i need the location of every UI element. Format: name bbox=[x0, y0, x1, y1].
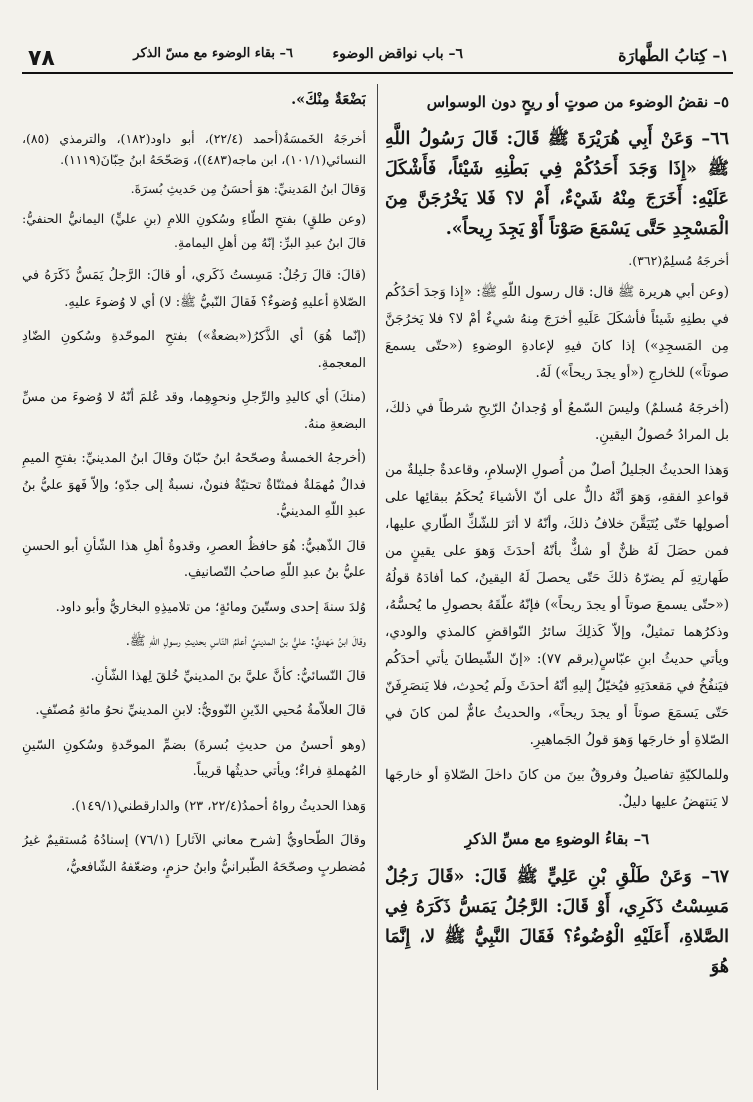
header-rule bbox=[22, 72, 733, 74]
commentary-paragraph: وُلدَ سنةَ إحدى وستّينَ ومائةٍ؛ من تلاميذِهِ البخاريُّ وأبو داود. bbox=[55, 599, 366, 615]
section-heading: ٦– بقاءُ الوضوءِ مع مسِّ الذكرِ bbox=[464, 830, 650, 848]
source-note: وَقالَ ابنُ المَدينيِّ: هوَ أحسَنُ مِن حَديثِ بُسرَةَ. bbox=[130, 181, 366, 196]
column-divider bbox=[377, 84, 378, 1090]
commentary-paragraph: (إنّما هُوَ) أي الذَّكرُ(«بضعةٌ») بفتحِ الموحّدةِ وسُكونِ الضّادِ المعجمةِ. bbox=[22, 329, 366, 371]
commentary-paragraph: (وعن طلقٍ) بفتحِ الطّاءِ وسُكونِ اللامِ (بنِ عليٍّ) اليمانيُّ الحنفيُّ: قالَ ابنُ عبدِ البرِّ: إنّهُ مِن أهلِ اليمامةِ. bbox=[22, 211, 366, 250]
commentary-paragraph: وللمالكيّةِ تفاصيلُ وفروقٌ بينَ من كانَ داخلَ الصّلاةِ أو خارجَها لا يَنتهضُ عليها دليلٌ. bbox=[385, 767, 729, 810]
right-column bbox=[385, 86, 729, 1092]
source-note: أخرجَهُ مُسلِمٌ(٣٦٢). bbox=[628, 253, 729, 268]
book-title: ١– كِتابُ الطَّهارَة bbox=[618, 46, 729, 65]
chapter-title: ٦– باب نواقض الوضوء bbox=[332, 46, 463, 62]
commentary-paragraph: (أخرجَهُ مُسلمٌ) وليسَ السّمعُ أو وُجدانُ الرّيحِ شرطاً في ذلكَ، بل المرادُ حُصولُ اليقينِ. bbox=[385, 400, 729, 443]
hadith-text: ٦٦– وَعَنْ أَبِي هُرَيْرَةَ ﷺ قَالَ: قَالَ رَسُولُ اللَّهِ ﷺ «إِذَا وَجَدَ أَحَدُكُمْ فِي بَطْنِهِ شَيْئاً، فَأَشْكَلَ عَلَيْهِ: أَخَرَجَ مِنْهُ شَيْءٌ، أَمْ لا؟ فَلا يَخْرُجَنَّ مِنَ الْمَسْجِدِ حَتَّى يَسْمَعَ صَوْتاً أَوْ يَجِدَ رِيحاً». bbox=[385, 129, 729, 239]
commentary-paragraph: وَهذا الحديثُ رواهُ أحمدُ(٢٢/٤، ٢٣) والدارقطني(١٤٩/١). bbox=[71, 798, 366, 814]
section-heading: ٥– نقضُ الوضوء من صوتٍ أو ريحٍ دون الوسواس bbox=[426, 93, 729, 111]
commentary-paragraph: قالَ العلاّمةُ مُحيي الدّينِ النّوويُّ: لابنِ المدينيِّ نحوُ مائةِ مُصنّفٍ. bbox=[35, 703, 366, 718]
commentary-paragraph: (وعن أبي هريرة ﷺ قال: قال رسول اللّهِ ﷺ: «إِذا وَجدَ أحَدُكُم في بطنِهِ شَيئاً فأشكَلَ عَلَيهِ أخرَجَ مِنهُ شيءٌ أمْ لا؟ فلا يَخرُجَنَّ مِن المَسجِدِ») إذا كانَ فيهِ لإعادةِ الوضوءِ («حتّى يسمعَ صوتاً») للخارجِ («أو يجدَ ريحاً») لَهُ. bbox=[385, 284, 729, 381]
section-title: ٦– بقاء الوضوء مع مسّ الذكر bbox=[133, 46, 293, 61]
commentary-paragraph: قالَ النّسائيُّ: كأنَّ عليَّ بنَ المدينيِّ خُلقَ لِهذا الشّأنِ. bbox=[90, 668, 366, 684]
commentary-paragraph: (منكَ) أي كاليدِ والرِّجلِ ونحوِهِما، وقد عُلمَ أنّهُ لا وُضوءَ من مسِّ البضعةِ منهُ. bbox=[22, 390, 366, 432]
commentary-paragraph: (وهو أحسنُ من حديثِ بُسرةَ) بضمِّ الموحّدةِ وسُكونِ السّينِ المُهملةِ فراءٌ؛ ويأتي حديثُها قريباً. bbox=[22, 737, 366, 779]
commentary-paragraph: وَهذا الحديثُ الجليلُ أصلٌ من أُصولِ الإسلامِ، وقاعدةٌ جليلةٌ من قواعدِ الفقهِ، وَهوَ أنَّهُ دالٌّ على أنّ الأشياءَ يُحكَمُ ببقائِها على أصولِها حَتّى يُتَيَقَّنَ خلافُ ذلكَ، وأنّهُ لا أثرَ للشّكِّ الطّاري عليها، فمن حصَلَ لَهُ ظنٌّ أو شكٌّ بأنّهُ أحدَثَ وَهوَ على يقينٍ من طَهارتِهِ لَم يضرّهُ ذلكَ حَتّى يحصلَ لَهُ اليقينُ، كما أفادَهُ قولُهُ («حتّى يسمعَ صوتاً أو يجدَ ريحاً») فإنّهُ علّقَهُ بحصولِ ما يُحسُّهُ، وذكرُهما تمثيلٌ، وإلاّ كَذلِكَ سائرُ النّواقضِ كالمذي والودي، ويأتي حديثُ ابنِ عبّاسٍ(برقم ٧٧): «إنّ الشّيطانَ يأتي أحدَكُم فيَنفُخُ في مَقعدَتِهِ فيُخيّلُ إليهِ أنّهُ أحدَثَ ولَم يُحدِث، فلا يَنصَرِفَنّ حَتّى يَسمَعَ صوتاً أو يجدَ ريحاً»، والحديثُ عامٌّ لمن كانَ في الصّلاةِ أو خارجَها وَهوَ قولُ الجَماهيرِ. bbox=[385, 462, 729, 748]
commentary-paragraph: (قالَ: قالَ رَجُلٌ: مَسِستُ ذَكَري، أو قالَ: الرَّجلُ يَمَسُّ ذَكَرَهُ في الصّلاةِ أعليهِ وُضوءٌ؟ فَقالَ النّبيُّ ﷺ: لا) أي لا وُضوءَ عليهِ. bbox=[22, 268, 366, 310]
commentary-paragraph: وقالَ الطّحاويُّ [شرح معاني الآثار] (٧٦/١) إسنادُهُ مُستقيمٌ غيرُ مُضطربٍ وصحّحَهُ الطّبرانيُّ وابنُ حزمٍ، وضعّفهُ الشّافعيُّ، bbox=[22, 833, 366, 875]
commentary-paragraph: قالَ الذّهبيُّ: هُوَ حافظُ العصرِ، وقدوةُ أهلِ هذا الشّأنِ أبو الحسنِ عليُّ بنُ عبدِ اللّهِ صاحبُ التّصانيفِ. bbox=[22, 538, 366, 580]
hadith-text: ٦٧– وَعَنْ طَلْقِ بْنِ عَلِيٍّ ﷺ قَالَ: «قَالَ رَجُلٌ مَسِسْتُ ذَكَرِي، أَوْ قَالَ: الرَّجُلُ يَمَسُّ ذَكَرَهُ فِي الصَّلاةِ، أَعَلَيْهِ الْوُضُوءُ؟ فَقَالَ النَّبِيُّ ﷺ لا، إِنَّمَا هُوَ bbox=[385, 867, 729, 977]
left-column bbox=[22, 86, 366, 1092]
hadith-text: بَضْعَةٌ مِنْكَ». bbox=[291, 91, 366, 108]
page-header bbox=[22, 44, 733, 74]
source-note: أخرجَهُ الخَمسَةُ(أحمد (٢٢/٤)، أبو داود(١٨٢)، والترمذي (٨٥)، النسائي(١٠١/١)، ابن ماجه(٤٨٣))، وَصَحّحَهُ ابنُ حِبّانَ(١١١٩). bbox=[22, 131, 366, 167]
commentary-paragraph: (أخرجهُ الخمسةُ وصحّحهُ ابنُ حبّانَ وقالَ ابنُ المدينيِّ: بفتحِ الميمِ فدالٌ مُهمَلةٌ فمثنّاةٌ تحتيّةٌ فنونٌ، نسبةٌ إلى جدّهِ؛ وإلاّ فَهوَ عليُّ بنُ عبدِ اللّهِ المدينيُّ. bbox=[22, 451, 366, 519]
commentary-paragraph: وقالَ ابنُ مَهديٍّ: عليُّ بنُ المدينيِّ أعلمُ النّاسِ بحديثِ رسولِ اللّهِ ﷺ. bbox=[125, 634, 366, 649]
page-number: ٧٨ bbox=[28, 46, 55, 71]
